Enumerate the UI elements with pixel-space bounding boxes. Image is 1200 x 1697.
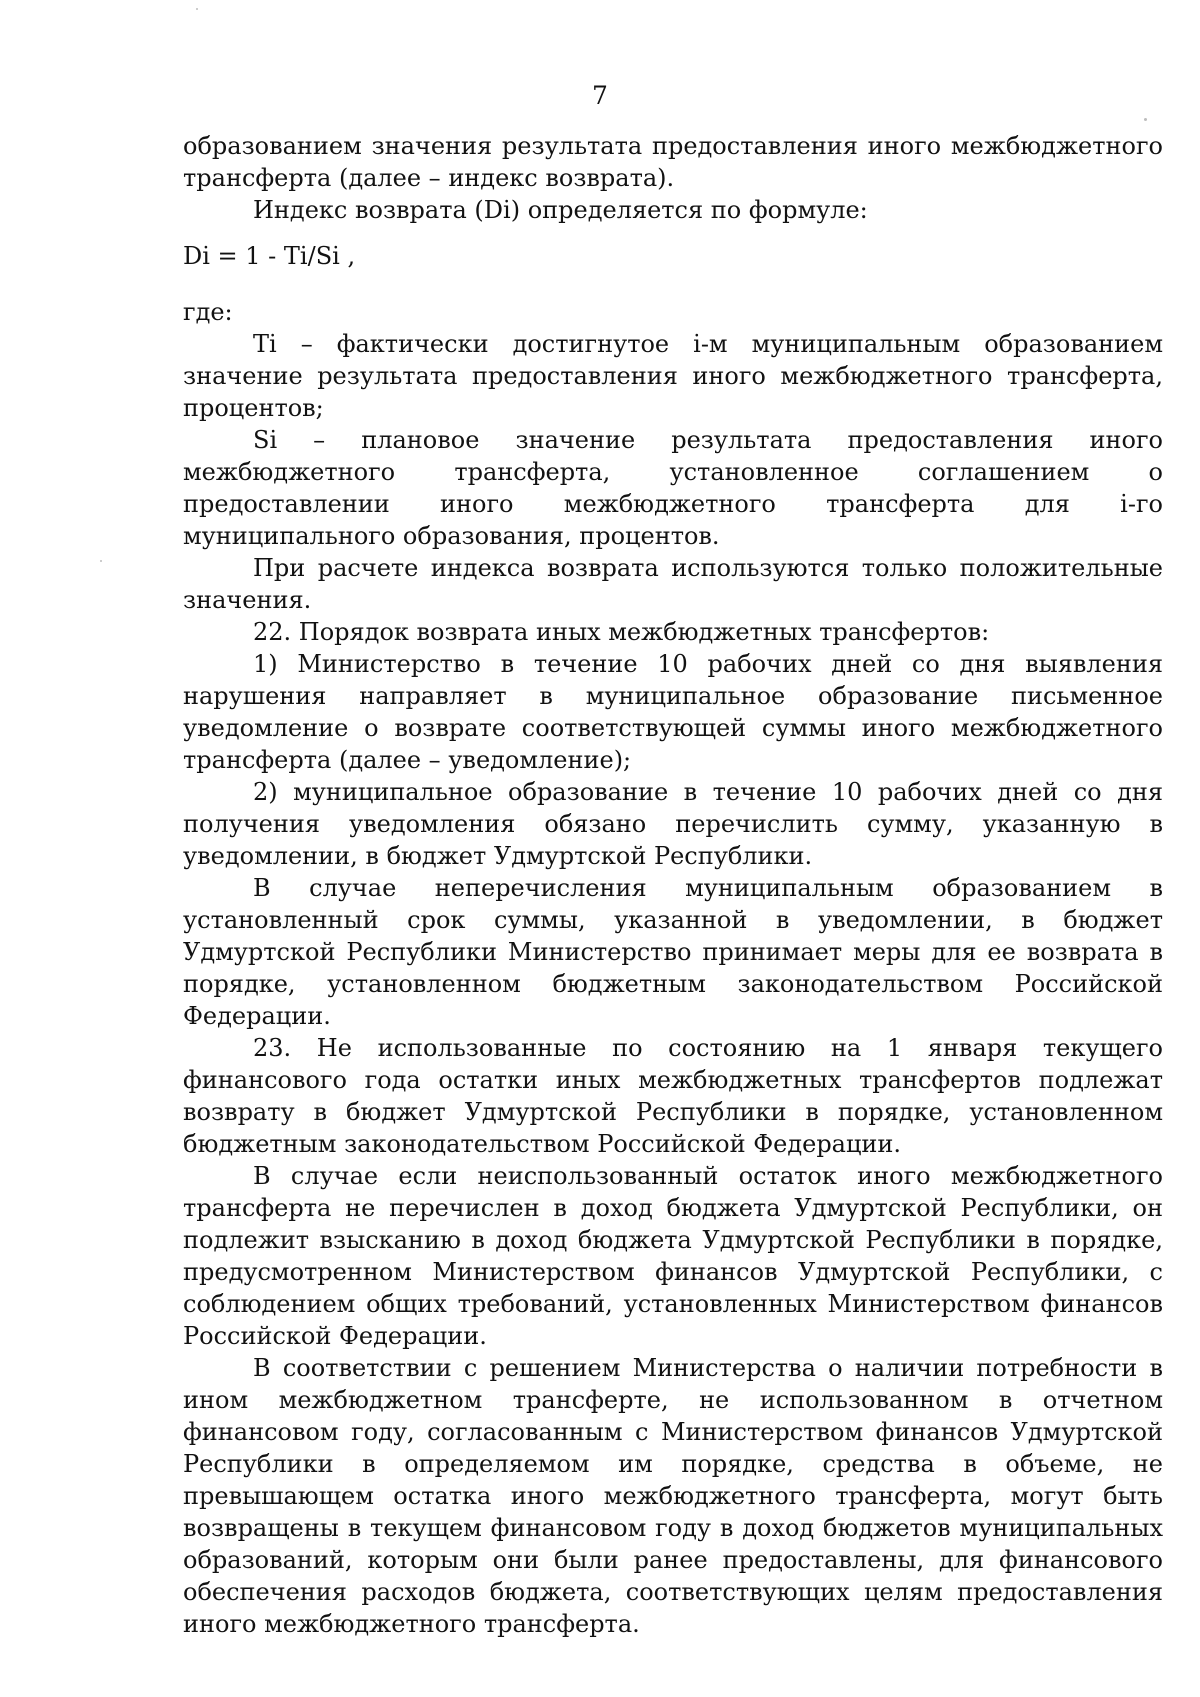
paragraph-si-definition: Si – плановое значение результата предоставления иного межбюджетного трансферта, установленное соглашением о предоставлении иного межбюджетного трансферта для i-го муниципального образования, процентов. bbox=[183, 426, 1163, 550]
scan-speck bbox=[1144, 118, 1147, 121]
paragraph-item-23: 23. Не использованные по состоянию на 1 января текущего финансового года остатки иных межбюджетных трансфертов подлежат возврату в бюджет Удмуртской Республики в порядке, установленном бюджетным законодательством Российской Федерации. bbox=[183, 1034, 1163, 1158]
formula: Di = 1 - Ti/Si , bbox=[183, 242, 356, 270]
paragraph-formula-intro: Индекс возврата (Di) определяется по формуле: bbox=[253, 196, 868, 224]
paragraph-positive-values: При расчете индекса возврата используются только положительные значения. bbox=[183, 554, 1163, 614]
page-number: 7 bbox=[592, 81, 608, 110]
paragraph-return-to-municipalities: В соответствии с решением Министерства о наличии потребности в ином межбюджетном трансферте, не использованном в отчетном финансовом году, согласованным с Министерством финансов Удмуртской Республики в определяемом им порядке, средства в объеме, не превышающем остатка иного межбюджетного трансферта, могут быть возвращены в текущем финансовом году в доход бюджетов муниципальных образований, которым они были ранее предоставлены, для финансового обеспечения расходов бюджета, соответствующих целям предоставления иного межбюджетного трансферта. bbox=[183, 1354, 1163, 1638]
paragraph-continuation: образованием значения результата предоставления иного межбюджетного трансферта (далее – индекс возврата). bbox=[183, 132, 1163, 192]
paragraph-item-22: 22. Порядок возврата иных межбюджетных трансфертов: bbox=[253, 618, 990, 646]
document-body bbox=[183, 130, 1163, 1640]
paragraph-where: где: bbox=[183, 298, 233, 326]
paragraph-item-22-1: 1) Министерство в течение 10 рабочих дней со дня выявления нарушения направляет в муниципальное образование письменное уведомление о возврате соответствующей суммы иного межбюджетного трансферта (далее – уведомление); bbox=[183, 650, 1163, 774]
scan-speck bbox=[100, 560, 102, 562]
paragraph-non-transfer: В случае неперечисления муниципальным образованием в установленный срок суммы, указанной в уведомлении, в бюджет Удмуртской Республики Министерство принимает меры для ее возврата в порядке, установленном бюджетным законодательством Российской Федерации. bbox=[183, 874, 1163, 1030]
paragraph-ti-definition: Ti – фактически достигнутое i-м муниципальным образованием значение результата предоставления иного межбюджетного трансферта, процентов; bbox=[183, 330, 1163, 422]
paragraph-item-22-2: 2) муниципальное образование в течение 10 рабочих дней со дня получения уведомления обязано перечислить сумму, указанную в уведомлении, в бюджет Удмуртской Республики. bbox=[183, 778, 1163, 870]
scan-speck bbox=[196, 8, 198, 10]
paragraph-recovery: В случае если неиспользованный остаток иного межбюджетного трансферта не перечислен в доход бюджета Удмуртской Республики, он подлежит взысканию в доход бюджета Удмуртской Республики в порядке, предусмотренном Министерством финансов Удмуртской Республики, с соблюдением общих требований, установленных Министерством финансов Российской Федерации. bbox=[183, 1162, 1163, 1350]
